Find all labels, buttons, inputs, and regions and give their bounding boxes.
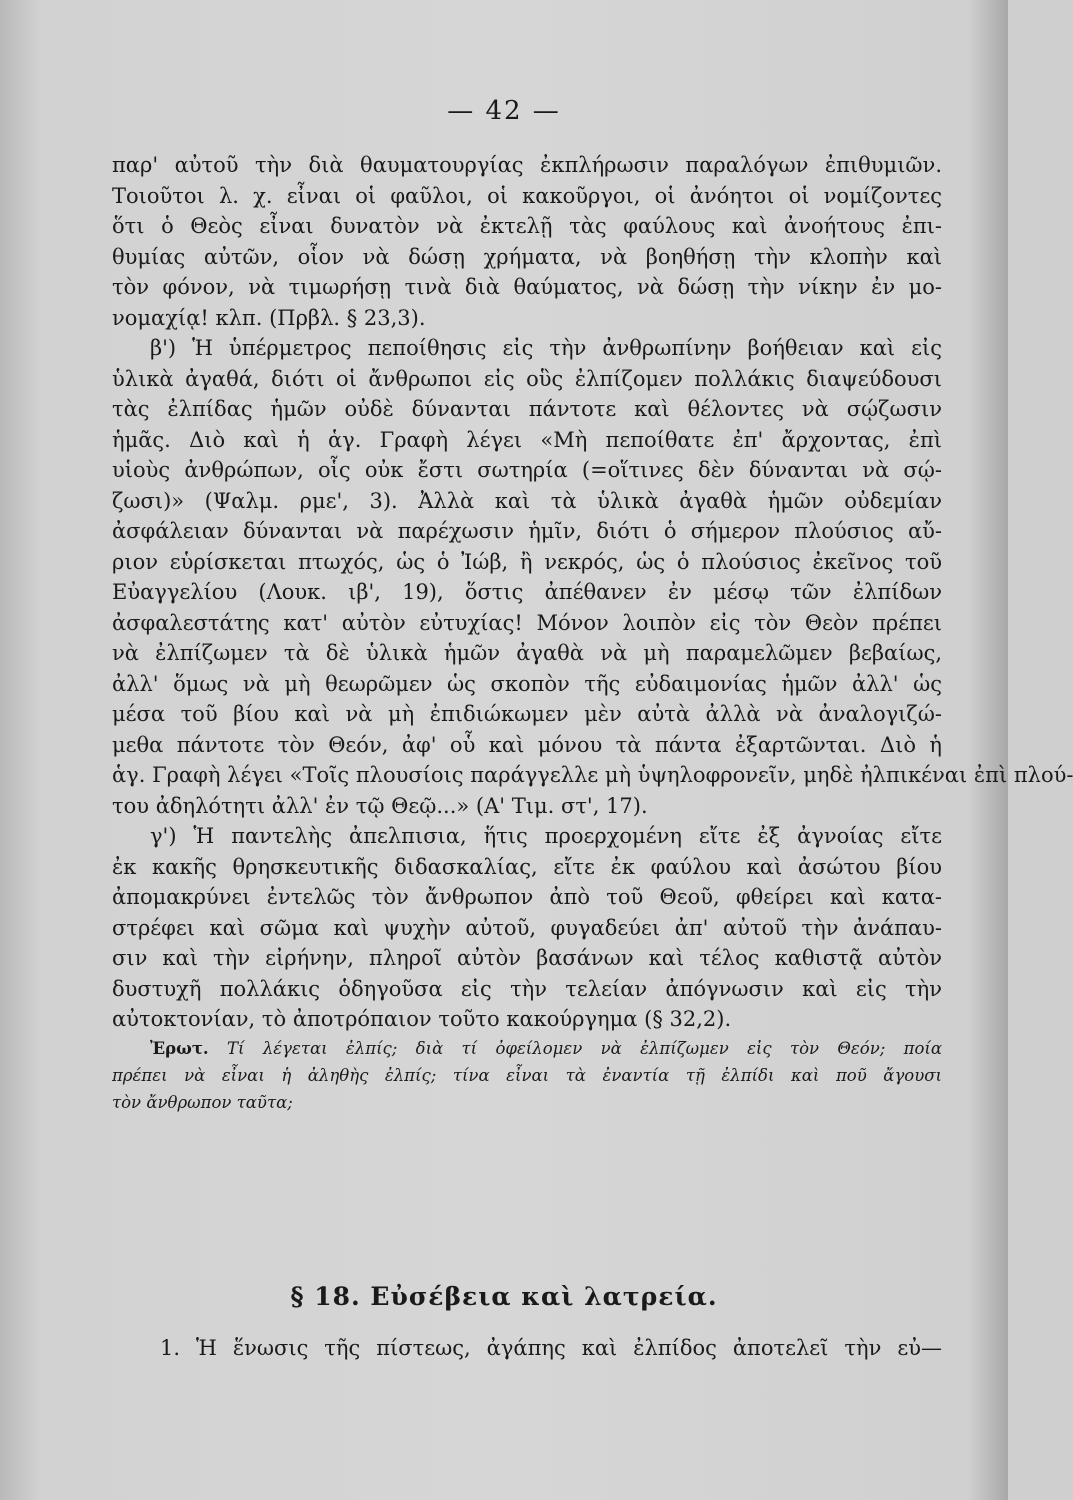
text-line: αὐτοκτονίαν, τὸ ἀποτρόπαιον τοῦτο κακούργημα (§ 32,2). [112, 1007, 732, 1031]
text-line: Εὐαγγελίου (Λουκ. ιβ', 19), ὅστις ἀπέθανεν ἐν μέσῳ τῶν ἐλπίδων [112, 580, 942, 604]
text-line: 1. Ἡ ἕνωσις τῆς πίστεως, ἀγάπης καὶ ἐλπίδος ἀποτελεῖ τὴν εὐ— [160, 1336, 942, 1360]
text-line: ἀσφάλειαν δύνανται νὰ παρέχωσιν ἡμῖν, διότι ὁ σήμερον πλούσιος αὔ- [112, 519, 942, 543]
text-line: ἐκ κακῆς θρησκευτικῆς διδασκαλίας, εἴτε ἐκ φαύλου καὶ ἀσώτου βίου [112, 854, 942, 879]
text-line: τὰς ἐλπίδας ἡμῶν οὐδὲ δύνανται πάντοτε καὶ θέλοντες νὰ σῴζωσιν [112, 397, 942, 421]
text-line: σιν καὶ τὴν εἰρήνην, πληροῖ αὐτὸν βασάνων καὶ τέλος καθιστᾷ αὐτὸν [112, 946, 942, 970]
text-line: ριον εὑρίσκεται πτωχός, ὡς ὁ Ἰώβ, ἢ νεκρός, ὡς ὁ πλούσιος ἐκεῖνος τοῦ [112, 549, 942, 574]
text-line: παρ' αὐτοῦ τὴν διὰ θαυματουργίας ἐκπλήρωσιν παραλόγων ἐπιθυμιῶν. [112, 153, 942, 177]
text-line: Τοιοῦτοι λ. χ. εἶναι οἱ φαῦλοι, οἱ κακοῦργοι, οἱ ἀνόητοι οἱ νομίζοντες [112, 183, 942, 208]
body-text [112, 150, 1073, 1116]
text-line: ἀπομακρύνει ἐντελῶς τὸν ἄνθρωπον ἀπὸ τοῦ Θεοῦ, φθείρει καὶ κατα- [112, 885, 942, 909]
text-line: νομαχίᾳ! κλπ. (Πρβλ. § 23,3). [112, 305, 426, 330]
text-line: νὰ ἐλπίζωμεν τὰ δὲ ὑλικὰ ἡμῶν ἀγαθὰ νὰ μὴ παραμελῶμεν βεβαίως, [112, 641, 942, 665]
text-line: ἀλλ' ὅμως νὰ μὴ θεωρῶμεν ὡς σκοπὸν τῆς εὐδαιμονίας ἡμῶν ἀλλ' ὡς [112, 671, 942, 696]
review-question-line: τὸν ἄνθρωπον ταῦτα; [112, 1092, 293, 1112]
text-line: του ἀδηλότητι ἀλλ' ἐν τῷ Θεῷ...» (Α' Τιμ. στ', 17). [112, 793, 648, 818]
text-line: ἀσφαλεστάτης κατ' αὐτὸν εὐτυχίας! Μόνον λοιπὸν εἰς τὸν Θεὸν πρέπει [112, 610, 942, 635]
text-line: θυμίας αὐτῶν, οἷον νὰ δώσῃ χρήματα, νὰ βοηθήσῃ τὴν κλοπὴν καὶ [112, 244, 942, 269]
final-text-block [160, 1333, 942, 1364]
text-line: μέσα τοῦ βίου καὶ νὰ μὴ ἐπιδιώκωμεν μὲν αὐτὰ ἀλλὰ νὰ ἀναλογιζώ- [112, 702, 942, 726]
text-line: γ') Ἡ παντελὴς ἀπελπισια, ἥτις προερχομένη εἴτε ἐξ ἀγνοίας εἴτε [150, 824, 942, 848]
text-line: τὸν φόνον, νὰ τιμωρήσῃ τινὰ διὰ θαύματος, νὰ δώσῃ τὴν νίκην ἐν μο- [112, 275, 942, 299]
text-line: δυστυχῆ πολλάκις ὁδηγοῦσα εἰς τὴν τελείαν ἀπόγνωσιν καὶ εἰς τὴν [112, 976, 942, 1001]
text-line: ζωσι)» (Ψαλμ. ρμε', 3). Ἀλλὰ καὶ τὰ ὑλικὰ ἀγαθὰ ἡμῶν οὐδεμίαν [112, 488, 942, 513]
text-line: στρέφει καὶ σῶμα καὶ ψυχὴν αὐτοῦ, φυγαδεύει ἀπ' αὐτοῦ τὴν ἀνάπαυ- [112, 915, 942, 940]
section-heading: § 18. Εὐσέβεια καὶ λατρεία. [290, 1282, 718, 1311]
text-line: ὑλικὰ ἀγαθά, διότι οἱ ἄνθρωποι εἰς οὓς ἐλπίζομεν πολλάκις διαψεύδουσι [112, 366, 942, 391]
question-label: Ἐρωτ. [150, 1038, 209, 1058]
text-line: υἱοὺς ἀνθρώπων, οἷς οὐκ ἔστι σωτηρία (=οἵτινες δὲν δύνανται νὰ σῴ- [112, 458, 942, 482]
review-question-line: πρέπει νὰ εἶναι ἡ ἀληθὴς ἐλπίς; τίνα εἶναι τὰ ἐναντία τῇ ἐλπίδι καὶ ποῦ ἄγουσι [112, 1065, 942, 1085]
review-question-line [112, 1035, 942, 1062]
text-line: β') Ἡ ὑπέρμετρος πεποίθησις εἰς τὴν ἀνθρωπίνην βοήθειαν καὶ εἰς [150, 336, 942, 360]
text-line: ἁγ. Γραφὴ λέγει «Τοῖς πλουσίοις παράγγελλε μὴ ὑψηλοφρονεῖν, μηδὲ ἠλπικέναι ἐπὶ πλού- [112, 763, 1073, 787]
question-text: Τί λέγεται ἐλπίς; διὰ τί ὀφείλομεν νὰ ἐλπίζωμεν εἰς τὸν Θεόν; ποία [227, 1038, 943, 1058]
text-line: ὅτι ὁ Θεὸς εἶναι δυνατὸν νὰ ἐκτελῇ τὰς φαύλους καὶ ἀνοήτους ἐπι- [112, 214, 942, 238]
text-line: μεθα πάντοτε τὸν Θεόν, ἀφ' οὗ καὶ μόνου τὰ πάντα ἐξαρτῶνται. Διὸ ἡ [112, 732, 942, 757]
text-line: ἡμᾶς. Διὸ καὶ ἡ ἁγ. Γραφὴ λέγει «Μὴ πεποίθατε ἐπ' ἄρχοντας, ἐπὶ [112, 427, 942, 452]
page-number: — 42 — [447, 96, 561, 126]
